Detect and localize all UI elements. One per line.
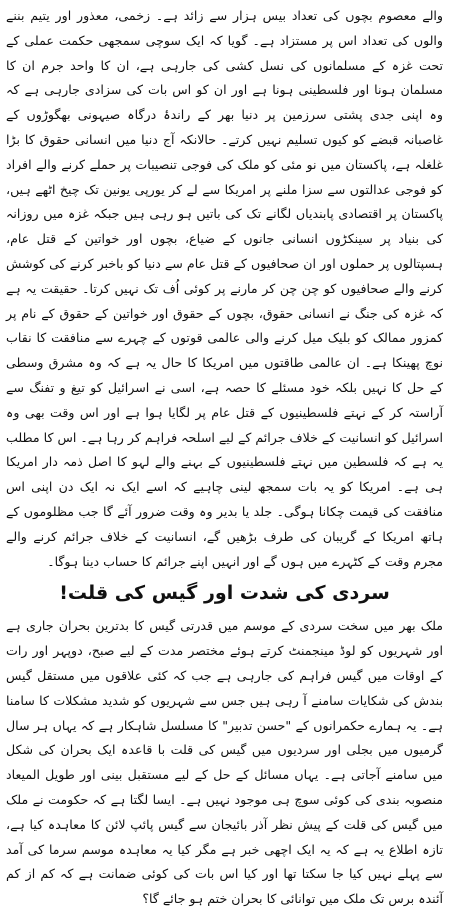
article-2-body: ملک بھر میں سخت سردی کے موسم میں قدرتی گیس کا بدترین بحران جاری ہے اور شہریوں کو لوڈ مینجمنٹ کرتے ہوئے مختصر مدت کے لیے صبح، دوپہر اور رات کے اوقات میں گیس فراہم کی جارہی ہے جب کہ کئی علاقوں میں مستقل گیس بندش کی شکایات سامنے آ رہی ہیں جس سے شہریوں کو شدید مشکلات کا سامنا ہے۔ یہ ہمارے حکمرانوں کے "حسن تدبیر" کا مسلسل شاہکار ہے کہ یہاں ہر سال گرمیوں میں بجلی اور سردیوں میں گیس کی قلت با قاعدہ ایک بحران کی شکل میں سامنے آجاتی ہے۔ یہاں مسائل کے حل کے لیے مستقبل بینی اور طویل المیعاد منصوبہ بندی کی کوئی سوچ ہی موجود نہیں ہے۔ ایسا لگتا ہے کہ حکومت نے ملک میں گیس کی قلت کے پیش نظر آذر بائیجان سے گیس پائپ لائن کا معاہدہ کیا ہے، تازہ اطلاع یہ ہے کہ یہ ایک اچھی خبر ہے مگر کیا یہ معاہدہ موسم سرما کی آمد سے پہلے نہیں کیا جا سکتا تھا اور کیا اس بات کی کوئی ضمانت ہے کہ کم از کم آئندہ برس تک ملک میں توانائی کا بحران ختم ہو جائے گا؟ xyxy=(6,618,443,907)
article-2-heading: سردی کی شدت اور گیس کی قلت! xyxy=(59,582,390,605)
article-1-body: والے معصوم بچوں کی تعداد بیس ہزار سے زائد ہے۔ زخمی، معذور اور یتیم بننے والوں کی تعداد اس پر مستزاد ہے۔ گویا کہ ایک سوچی سمجھی حکمت عملی کے تحت غزہ کے مسلمانوں کی نسل کشی کی جارہی ہے، ان کا واحد جرم ان کا مسلمان ہونا اور فلسطینی ہونا ہے اور ان کو اس بات کی سزادی جارہی ہے کہ وہ اپنی جدی پشتی سرزمین پر دنیا بھر کے راندۂ درگاہ صیہونی بھگوڑوں کے غاصبانہ قبضے کو کیوں تسلیم نہیں کرتے۔ حالانکہ آج دنیا میں انسانی حقوق کا بڑا غلغلہ ہے، پاکستان میں نو مئی کو ملک کی فوجی تنصیبات پر حملے کرنے والے افراد کو فوجی عدالتوں سے سزا ملنے پر امریکا سے لے کر یورپی یونین تک چیخ اٹھے ہیں، پاکستان پر اقتصادی پابندیاں لگانے تک کی باتیں ہو رہی ہیں جبکہ غزہ میں روزانہ کی بنیاد پر سینکڑوں انسانی جانوں کے ضیاع، بچوں اور خواتین کے قتل عام، ہسپتالوں پر حملوں اور ان صحافیوں کے قتل عام سے دنیا کو باخبر کرنے کی کوشش کرنے والے صحافیوں کو چن چن کر مارنے پر کوئی اُف تک نہیں کرتا۔ حقیقت یہ ہے کہ غزہ کی جنگ نے انسانی حقوق، بچوں کے حقوق اور خواتین کے حقوق کے نام پر کمزور ممالک کو بلیک میل کرنے والی عالمی قوتوں کے چہرے سے منافقت کا نقاب نوچ پھینکا ہے۔ ان عالمی طاقتوں میں امریکا کا حال یہ ہے کہ وہ مشرق وسطی کے حل کا نہیں بلکہ خود مسئلے کا حصہ ہے، اسی نے اسرائیل کو تیغ و تفنگ سے آراستہ کر کے نہتے فلسطینیوں کے قتل عام پر لگایا ہوا ہے اور اس وقت بھی وہ اسرائیل کو انسانیت کے خلاف جرائم کے لیے اسلحہ فراہم کر رہا ہے۔ اس کا مطلب یہ ہے کہ فلسطین میں نہتے فلسطینیوں کے بہنے والے لہو کا اصل ذمہ دار امریکا ہی ہے۔ امریکا کو یہ بات سمجھ لینی چاہیے کہ اسے ایک نہ ایک دن اپنی اس منافقت کی قیمت چکانا ہوگی۔ جلد یا بدیر وہ وقت ضرور آئے گا جب مظلوموں کے ہاتھ امریکا کے گریبان کی طرف بڑھیں گے، انسانیت کے خلاف جرائم کرنے والے مجرم وقت کے کٹہرے میں ہوں گے اور انہیں اپنے جرائم کا حساب دینا ہوگا۔ xyxy=(6,8,443,569)
